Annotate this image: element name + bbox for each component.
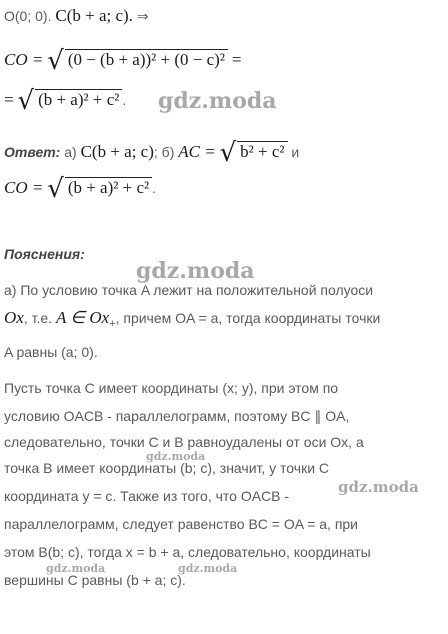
formula-line-1 bbox=[4, 6, 149, 26]
watermark: gdz.moda bbox=[338, 478, 419, 496]
para-b-line-1: Пусть точка C имеет координаты (x; y), при этом по bbox=[4, 380, 339, 396]
period: . bbox=[122, 92, 127, 108]
implies-arrow: ⇒ bbox=[136, 8, 149, 24]
l2-pre: , т.е. bbox=[23, 310, 53, 326]
watermark: gdz.moda bbox=[46, 562, 106, 575]
para-b-line-6: параллелограмм, следует равенство BC = OA = a, при bbox=[4, 516, 359, 532]
period: . bbox=[152, 180, 156, 196]
sqrt-symbol: √ bbox=[17, 86, 35, 116]
sqrt-symbol: √ bbox=[219, 138, 237, 168]
para-b-line-5: координата y = c. Также из того, что OACB - bbox=[4, 488, 290, 504]
ac-radicand: b² + c² bbox=[237, 141, 287, 162]
co-radicand-simplified: (b + a)² + c² bbox=[35, 89, 122, 110]
para-b-line-4: точка B имеет координаты (b; c), значит, у точки C bbox=[4, 460, 330, 476]
sqrt-symbol: √ bbox=[47, 174, 64, 204]
conjunction: и bbox=[291, 144, 300, 160]
watermark: gdz.moda bbox=[136, 258, 255, 284]
explanation-heading: Пояснения: bbox=[4, 246, 85, 262]
watermark: gdz.moda bbox=[146, 450, 206, 463]
part-a-prefix: а) bbox=[64, 144, 77, 160]
para-b-line-7: этом B(b; c), тогда x = b + a, следовательно, координаты bbox=[4, 544, 371, 560]
co-lhs: CO = bbox=[4, 50, 44, 69]
formula-line-3 bbox=[4, 86, 126, 117]
formula-line-2 bbox=[4, 46, 241, 77]
sqrt-symbol: √ bbox=[47, 46, 64, 76]
watermark: gdz.moda bbox=[178, 562, 238, 575]
ac-lhs: AC = bbox=[178, 142, 216, 161]
co-radicand: (0 − (b + a))² + (0 − c)² bbox=[65, 49, 228, 70]
point-c: C(b + a; c). bbox=[55, 6, 133, 25]
para-b-line-3: следовательно, точки C и B равноудалены от оси Ox, а bbox=[4, 434, 364, 450]
point-o: O(0; 0). bbox=[4, 8, 52, 24]
plus-subscript: + bbox=[109, 317, 116, 330]
watermark: gdz.moda bbox=[158, 88, 277, 114]
answer-label: Ответ: bbox=[4, 144, 61, 160]
part-b-prefix: ; б) bbox=[153, 144, 175, 160]
answer-line-2 bbox=[4, 174, 156, 205]
para-a-line-3: A равны (a; 0). bbox=[4, 344, 98, 360]
para-b-line-2: условию OACB - параллелограмм, поэтому BC ∥ OA, bbox=[4, 408, 350, 424]
equals: = bbox=[231, 50, 242, 69]
axis-ox: Ox bbox=[4, 308, 24, 327]
para-a-line-1: а) По условию точка A лежит на положительной полуоси bbox=[4, 282, 374, 298]
answer-line-1 bbox=[4, 138, 299, 169]
co-radicand: (b + a)² + c² bbox=[65, 177, 152, 198]
para-b-line-8: вершины C равны (b + a; c). bbox=[4, 572, 186, 588]
l2-rest: , причем OA = a, тогда координаты точки bbox=[115, 310, 381, 326]
membership: A ∈ Ox bbox=[55, 308, 110, 327]
para-a-line-2 bbox=[4, 308, 380, 331]
co-lhs: CO = bbox=[4, 178, 44, 197]
equals: = bbox=[4, 90, 14, 109]
answer-point-c: C(b + a; c) bbox=[80, 142, 154, 161]
